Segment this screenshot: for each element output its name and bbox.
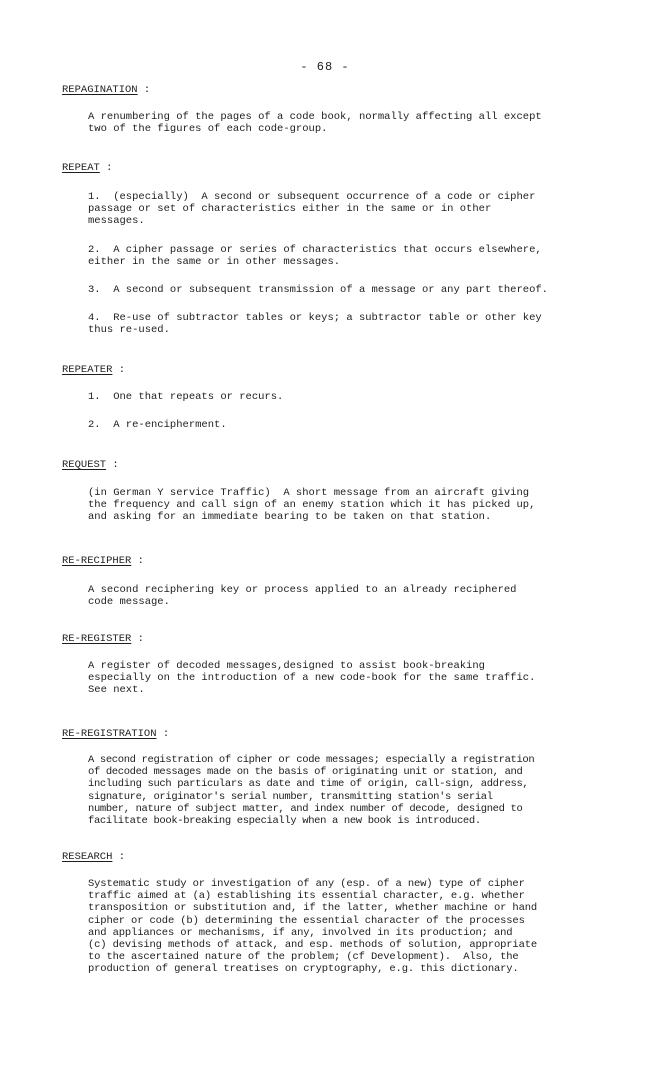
entry-re-registration-term [62,728,169,741]
page-number: - 68 - [300,60,350,74]
text-line: to the ascertained nature of the problem; (cf Development). Also, the [88,951,519,964]
entry-repeat-def-4 [88,312,618,336]
entry-research-term [62,851,125,864]
text-line: and appliances or mechanisms, if any, involved in its production; and [88,926,513,939]
text-line: the frequency and call sign of an enemy station which it has picked up, [88,499,536,512]
entry-repagination-def-1 [88,111,618,135]
headword: REPAGINATION [62,84,138,96]
headword: RE-RECIPHER [62,555,132,567]
text-line: signature, originator's serial number, transmitting station's serial [88,790,493,803]
term-separator: : [137,84,151,96]
entry-re-register-term [62,633,144,646]
term-separator: : [156,728,170,740]
entry-repeat-def-3 [88,284,618,296]
term-separator: : [112,364,126,376]
term-separator: : [106,459,119,471]
entry-repeater-def-1 [88,391,618,403]
term-separator: : [131,555,144,567]
entry-request-term [62,459,119,472]
headword: RESEARCH [62,851,113,863]
entry-re-recipher-term [62,555,144,568]
text-line: two of the figures of each code-group. [88,123,328,136]
entry-repeater-def-2 [88,419,618,431]
text-line: messages. [88,215,145,228]
text-line: cipher or code (b) determining the essential character of the processes [88,914,525,927]
text-line: passage or set of characteristics either in the same or in other [88,203,492,216]
text-line: thus re-used. [88,324,170,337]
term-separator: : [131,633,144,645]
entry-re-recipher-def-1 [88,584,618,608]
text-line: facilitate book-breaking especially when a new book is introduced. [88,815,481,828]
text-line: including such particulars as date and time of origin, call-sign, address, [88,778,529,791]
text-line: A renumbering of the pages of a code book, normally affecting all except [88,111,542,123]
text-line: transposition or substitution and, if the latter, whether machine or hand [88,902,538,915]
text-line: and asking for an immediate bearing to be taken on that station. [88,511,492,524]
text-line: See next. [88,684,145,697]
entry-repeater-term [62,364,125,377]
entry-repeat-def-1 [88,191,618,228]
text-line: code message. [88,596,170,609]
text-line: traffic aimed at (a) establishing its essential character, e.g. whether [88,890,525,903]
text-line: 2. A re-encipherment. [88,419,227,431]
term-separator: : [112,851,126,863]
entry-repeat-def-2 [88,244,618,268]
text-line: 1. (especially) A second or subsequent occurrence of a code or cipher [88,191,536,203]
text-line: especially on the introduction of a new code-book for the same traffic. [88,672,536,685]
text-line: either in the same or in other messages. [88,256,341,269]
headword: REPEATER [62,364,113,376]
text-line: 4. Re-use of subtractor tables or keys; a subtractor table or other key [88,312,542,324]
text-line: production of general treatises on cryptography, e.g. this dictionary. [88,963,519,976]
text-line: A register of decoded messages,designed to assist book-breaking [88,660,485,672]
headword: RE-REGISTER [62,633,132,645]
entry-research-def-1 [88,878,618,976]
entry-re-register-def-1 [88,660,618,697]
text-line: of decoded messages made on the basis of originating unit or station, and [88,766,523,779]
term-separator: : [99,162,113,174]
text-line: 2. A cipher passage or series of characteristics that occurs elsewhere, [88,244,542,256]
entry-re-registration-def-1 [88,754,618,827]
entry-repeat-term [62,162,112,175]
text-line: 1. One that repeats or recurs. [88,391,284,403]
entry-request-def-1 [88,487,618,524]
text-line: (in German Y service Traffic) A short message from an aircraft giving [88,487,530,499]
entry-repagination-term [62,84,150,97]
text-line: Systematic study or investigation of any (esp. of a new) type of cipher [88,878,525,890]
text-line: A second reciphering key or process applied to an already reciphered [88,584,517,596]
text-line: number, nature of subject matter, and index number of decode, designed to [88,802,523,815]
text-line: (c) devising methods of attack, and esp. methods of solution, appropriate [88,939,538,952]
headword: RE-REGISTRATION [62,728,157,740]
text-line: 3. A second or subsequent transmission of a message or any part thereof. [88,284,548,296]
headword: REPEAT [62,162,100,174]
headword: REQUEST [62,459,107,471]
text-line: A second registration of cipher or code messages; especially a registration [88,754,535,766]
